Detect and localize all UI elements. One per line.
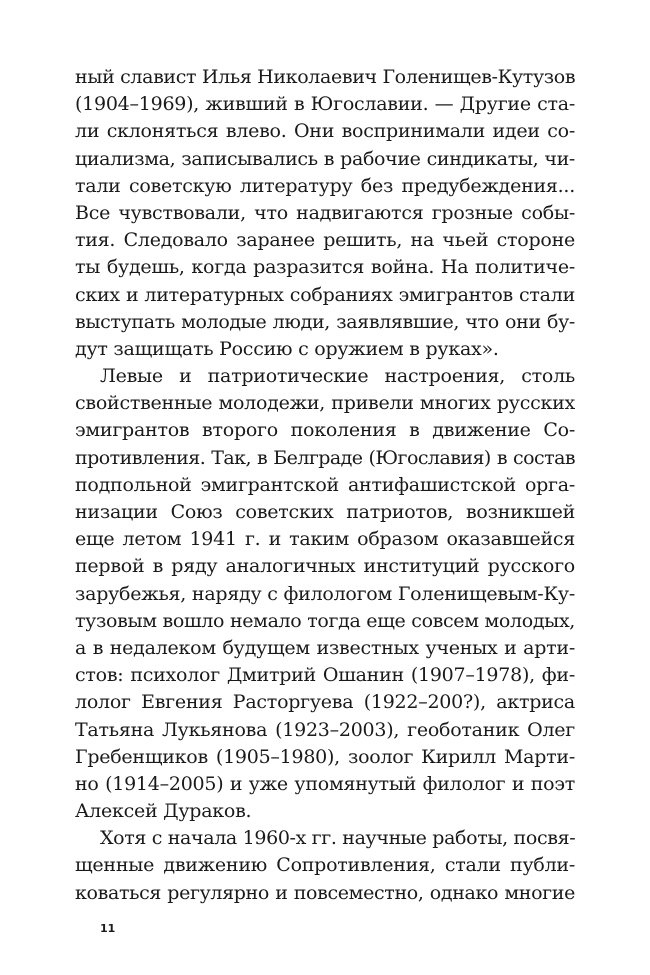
- text-line: зарубежья, наряду с филологом Голенищевым-Ку-: [75, 582, 575, 605]
- text-line: Все чувствовали, что надвигаются грозные собы-: [75, 201, 575, 224]
- text-line: но (1914–2005) и уже упомянутый филолог и поэт: [75, 772, 575, 795]
- text-line: ли склоняться влево. Они воспринимали идеи со-: [75, 120, 575, 143]
- text-line: ты будешь, когда разразится война. На политиче-: [75, 256, 575, 279]
- text-line: противления. Так, в Белграде (Югославия) в состав: [75, 446, 575, 469]
- text-line: эмигрантов второго поколения в движение Со-: [75, 419, 575, 442]
- page-number: 11: [100, 922, 116, 935]
- text-line: коваться регулярно и повсеместно, однако многие: [75, 881, 575, 904]
- text-line: Левые и патриотические настроения, столь: [100, 365, 575, 388]
- text-line: Алексей Дураков.: [75, 800, 252, 823]
- text-line: а в недалеком будущем известных ученых и арти-: [75, 636, 575, 659]
- text-line: лолог Евгения Расторгуева (1922–200?), актриса: [75, 691, 575, 714]
- text-line: выступать молодые люди, заявлявшие, что они бу-: [75, 310, 575, 333]
- text-line: (1904–1969), живший в Югославии. — Другие ста-: [75, 93, 575, 116]
- text-line: стов: психолог Дмитрий Ошанин (1907–1978), фи-: [75, 664, 575, 687]
- text-line: Хотя с начала 1960-х гг. научные работы, посвя-: [100, 827, 576, 850]
- text-line: первой в ряду аналогичных институций русского: [75, 555, 575, 578]
- text-line: еще летом 1941 г. и таким образом оказавшейся: [75, 528, 575, 551]
- text-line: подпольной эмигрантской антифашистской орга-: [75, 473, 575, 496]
- text-line: ских и литературных собраниях эмигрантов стали: [75, 283, 575, 306]
- text-line: низации Союз советских патриотов, возникшей: [75, 501, 575, 523]
- text-line: ный славист Илья Николаевич Голенищев-Кутузов: [75, 66, 576, 88]
- text-line: щенные движению Сопротивления, стали публи-: [75, 854, 575, 877]
- text-line: Татьяна Лукьянова (1923–2003), геоботаник Олег: [75, 718, 575, 741]
- text-line: дут защищать Россию с оружием в руках».: [75, 337, 499, 360]
- body-text: [75, 64, 575, 907]
- text-line: тия. Следовало заранее решить, на чьей стороне: [75, 229, 575, 252]
- text-line: тали советскую литературу без предубеждения...: [75, 174, 575, 197]
- text-line: Гребенщиков (1905–1980), зоолог Кирилл Марти-: [75, 745, 575, 768]
- text-line: циализма, записывались в рабочие синдикаты, чи-: [75, 147, 575, 170]
- text-line: свойственные молодежи, привели многих русских: [75, 392, 575, 415]
- text-line: тузовым вошло немало тогда еще совсем молодых,: [75, 609, 575, 632]
